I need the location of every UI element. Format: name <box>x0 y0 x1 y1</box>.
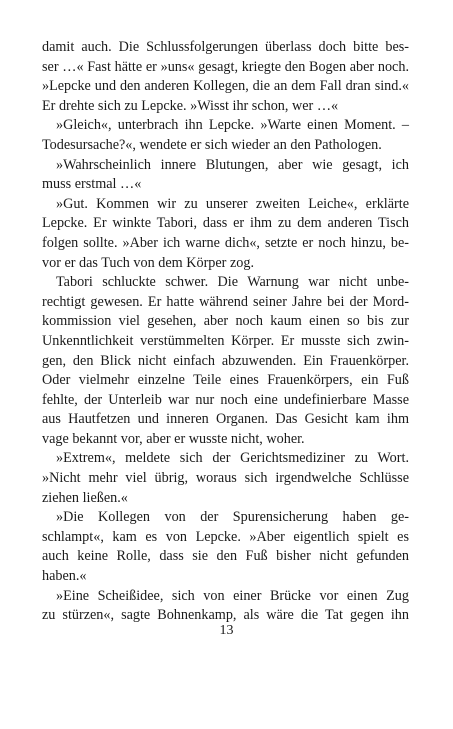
text-line: muss erstmal …« <box>42 176 142 193</box>
text-line: »Nicht mehr viel übrig, woraus sich irgendwelche Schlüsse <box>42 470 409 487</box>
text-line: ziehen ließen.« <box>42 489 128 506</box>
text-line: »Lepcke und den anderen Kollegen, die an dem Fall dran sind.« <box>42 78 409 95</box>
page-number: 13 <box>219 623 234 638</box>
text-line: rechtigt gewesen. Er hatte während seiner Jahre bei der Mord- <box>42 293 409 310</box>
text-line: Oder vielmehr einzelne Teile eines Frauenkörpers, ein Fuß <box>42 372 409 389</box>
text-line: vor er das Tuch von dem Körper zog. <box>42 254 254 271</box>
text-line: ser …« Fast hätte er »uns« gesagt, kriegte den Bogen aber noch. <box>42 58 409 75</box>
text-line: fehlte, der Unterleib war nur noch eine undefinierbare Masse <box>42 391 409 408</box>
text-line: damit auch. Die Schlussfolgerungen überlass doch bitte bes- <box>42 39 409 55</box>
text-line: »Extrem«, meldete sich der Gerichtsmediziner zu Wort. <box>56 450 409 467</box>
text-line: vage bekannt vor, aber er wusste nicht, woher. <box>42 430 305 447</box>
text-line: haben.« <box>42 568 87 585</box>
body-text <box>42 38 409 626</box>
text-line: Unkenntlichkeit verstümmelten Körper. Er musste sich zwin- <box>42 332 409 349</box>
text-line: zu stürzen«, sagte Bohnenkamp, als wäre die Tat gegen ihn <box>42 607 409 624</box>
text-line: schlampt«, kam es von Lepcke. »Aber eigentlich spielt es <box>42 528 409 545</box>
text-line: »Wahrscheinlich innere Blutungen, aber wie gesagt, ich <box>56 156 409 173</box>
text-line: »Eine Scheißidee, sich von einer Brücke vor einen Zug <box>56 587 409 604</box>
text-line: »Die Kollegen von der Spurensicherung haben ge- <box>56 509 409 526</box>
text-line: gen, den Blick nicht einfach abzuwenden. Ein Frauenkörper. <box>42 352 409 369</box>
text-line: Todesursache?«, wendete er sich wieder an den Pathologen. <box>42 136 382 153</box>
text-line: »Gut. Kommen wir zu unserer zweiten Leiche«, erklärte <box>56 195 409 212</box>
text-line: aus Hautfetzen und inneren Organen. Das Gesicht kam ihm <box>42 411 409 428</box>
text-line: Tabori schluckte schwer. Die Warnung war nicht unbe- <box>56 274 409 291</box>
text-line: Lepcke. Er winkte Tabori, dass er ihm zu dem anderen Tisch <box>42 215 409 232</box>
text-line: auch keine Rolle, dass sie den Fuß bisher nicht gefunden <box>42 548 409 565</box>
text-line: folgen sollte. »Aber ich warne dich«, setzte er noch hinzu, be- <box>42 234 409 251</box>
text-line: Er drehte sich zu Lepcke. »Wisst ihr schon, wer …« <box>42 97 339 114</box>
text-line: »Gleich«, unterbrach ihn Lepcke. »Warte einen Moment. – <box>56 117 409 134</box>
text-line: kommission viel gesehen, aber noch kaum einen so bis zur <box>42 313 409 330</box>
